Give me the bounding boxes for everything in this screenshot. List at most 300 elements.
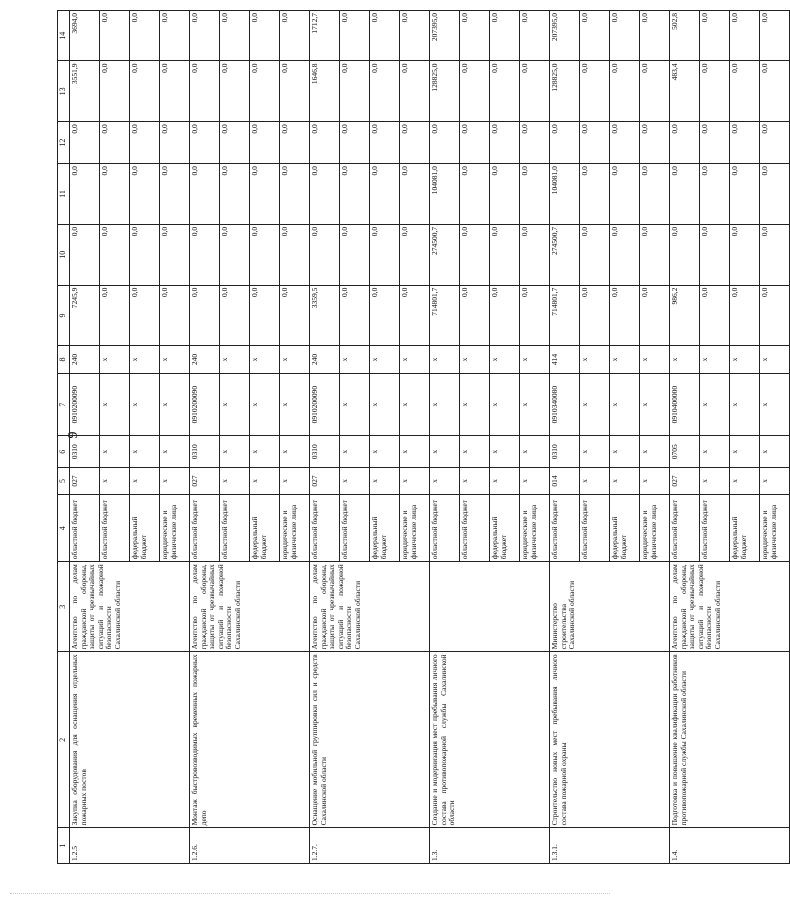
amount-cell: 0,0	[760, 61, 790, 122]
funding-source: юридические и физические лица	[400, 495, 430, 562]
funding-source: областной бюджет	[70, 495, 100, 562]
amount-cell: 0,0	[160, 61, 190, 122]
budget-code: x	[490, 373, 520, 436]
table-row	[430, 11, 460, 864]
amount-cell: 0,0	[700, 11, 730, 61]
budget-code: x	[100, 346, 130, 373]
funding-source: федеральный бюджет	[250, 495, 280, 562]
amount-cell: 207395,0	[430, 11, 460, 61]
amount-cell: 0,0	[340, 61, 370, 122]
budget-code: x	[280, 436, 310, 467]
amount-cell: 0,0	[250, 11, 280, 61]
amount-cell: 0,0	[70, 122, 100, 164]
column-number: 13	[58, 61, 70, 122]
amount-cell: 0,0	[250, 164, 280, 225]
amount-cell: 0,0	[580, 224, 610, 285]
funding-source: федеральный бюджет	[370, 495, 400, 562]
amount-cell: 0,0	[370, 224, 400, 285]
amount-cell: 0,0	[190, 61, 220, 122]
funding-source: областной бюджет	[220, 495, 250, 562]
amount-cell: 0,0	[760, 164, 790, 225]
amount-cell: 0,0	[70, 164, 100, 225]
amount-cell: 0,0	[700, 285, 730, 346]
amount-cell: 0,0	[130, 164, 160, 225]
amount-cell: 0,0	[250, 285, 280, 346]
budget-code: x	[220, 467, 250, 494]
row-executor: Агентство по делам гражданской обороны, защиты от чрезвычайных ситуаций и пожарной безопасности Сахалинской области	[670, 562, 790, 652]
budget-code: x	[340, 373, 370, 436]
amount-cell: 0,0	[490, 224, 520, 285]
row-number: 1.3.	[430, 828, 550, 864]
budget-code: x	[130, 436, 160, 467]
budget-code: x	[730, 436, 760, 467]
amount-cell: 0,0	[190, 122, 220, 164]
budget-code: x	[280, 467, 310, 494]
amount-cell: 207395,0	[550, 11, 580, 61]
amount-cell: 0,0	[190, 285, 220, 346]
budget-code: x	[640, 436, 670, 467]
amount-cell: 104081,0	[430, 164, 460, 225]
budget-code: x	[400, 436, 430, 467]
amount-cell: 0,0	[340, 164, 370, 225]
amount-cell: 0,0	[760, 285, 790, 346]
budget-code: x	[460, 436, 490, 467]
column-number: 9	[58, 285, 70, 346]
amount-cell: 0,0	[700, 61, 730, 122]
row-title: Строительство новых мест пребывания личного состава пожарной охраны	[550, 652, 670, 828]
amount-cell: 0,0	[370, 285, 400, 346]
funding-source: областной бюджет	[100, 495, 130, 562]
budget-code: x	[640, 373, 670, 436]
budget-code: 0910340080	[550, 373, 580, 436]
budget-code: x	[610, 436, 640, 467]
amount-cell: 0,0	[280, 11, 310, 61]
amount-cell: 7245,9	[70, 285, 100, 346]
budget-code: 027	[670, 467, 700, 494]
budget-code: x	[250, 373, 280, 436]
budget-code: 0910200090	[190, 373, 220, 436]
amount-cell: 0,0	[550, 122, 580, 164]
column-number: 6	[58, 436, 70, 467]
funding-source: юридические и физические лица	[760, 495, 790, 562]
column-number-row	[58, 11, 70, 864]
budget-code: x	[160, 373, 190, 436]
amount-cell: 0,0	[610, 122, 640, 164]
budget-code: x	[580, 373, 610, 436]
budget-code: x	[280, 346, 310, 373]
budget-code: x	[220, 346, 250, 373]
budget-code: x	[700, 436, 730, 467]
budget-code: x	[430, 467, 460, 494]
budget-code: x	[400, 373, 430, 436]
budget-code: x	[280, 373, 310, 436]
amount-cell: 0,0	[190, 164, 220, 225]
amount-cell: 0,0	[610, 11, 640, 61]
budget-code: x	[100, 467, 130, 494]
amount-cell: 0,0	[370, 11, 400, 61]
row-executor: Агентство по делам гражданской обороны, защиты от чрезвычайных ситуаций и пожарной безопасности Сахалинской области	[310, 562, 430, 652]
budget-code: x	[460, 346, 490, 373]
amount-cell: 1646,8	[310, 61, 340, 122]
table-row	[190, 11, 220, 864]
page-number: 9	[66, 431, 81, 439]
budget-code: x	[490, 346, 520, 373]
amount-cell: 0,0	[700, 122, 730, 164]
amount-cell: 0,0	[100, 122, 130, 164]
budget-code: x	[520, 346, 550, 373]
budget-code: x	[760, 467, 790, 494]
budget-code: 0310	[550, 436, 580, 467]
amount-cell: 0,0	[640, 11, 670, 61]
budget-code: x	[520, 436, 550, 467]
amount-cell: 0,0	[100, 61, 130, 122]
amount-cell: 0,0	[160, 224, 190, 285]
budget-code: 0310	[190, 436, 220, 467]
budget-code: x	[130, 373, 160, 436]
row-number: 1.4.	[670, 828, 790, 864]
amount-cell: 3551,9	[70, 61, 100, 122]
budget-code: x	[610, 373, 640, 436]
amount-cell: 0,0	[370, 61, 400, 122]
amount-cell: 0,0	[280, 285, 310, 346]
amount-cell: 0,0	[670, 224, 700, 285]
column-number: 10	[58, 224, 70, 285]
budget-code: x	[430, 436, 460, 467]
amount-cell: 0,0	[100, 11, 130, 61]
amount-cell: 274500,7	[430, 224, 460, 285]
amount-cell: 0,0	[160, 285, 190, 346]
funding-source: областной бюджет	[550, 495, 580, 562]
amount-cell: 0,0	[520, 122, 550, 164]
budget-code: x	[400, 467, 430, 494]
budget-code: 240	[190, 346, 220, 373]
amount-cell: 0,0	[250, 61, 280, 122]
budget-code: x	[130, 467, 160, 494]
budget-code: x	[340, 436, 370, 467]
budget-code: x	[610, 467, 640, 494]
budget-code: x	[340, 467, 370, 494]
amount-cell: 0,0	[460, 122, 490, 164]
budget-code: x	[370, 467, 400, 494]
page-edge-rule	[10, 893, 610, 894]
funding-source: юридические и физические лица	[160, 495, 190, 562]
amount-cell: 0,0	[520, 224, 550, 285]
column-number: 7	[58, 373, 70, 436]
row-title: Подготовка и повышение квалификации работников противопожарной службы Сахалинской области	[670, 652, 790, 828]
budget-code: x	[760, 346, 790, 373]
row-executor: Агентство по делам гражданской обороны, защиты от чрезвычайных ситуаций и пожарной безопасности Сахалинской области	[70, 562, 190, 652]
amount-cell: 0,0	[220, 122, 250, 164]
amount-cell: 986,2	[670, 285, 700, 346]
amount-cell: 0,0	[730, 61, 760, 122]
table-row	[550, 11, 580, 864]
amount-cell: 0,0	[370, 122, 400, 164]
budget-code: x	[430, 373, 460, 436]
amount-cell: 0,0	[490, 11, 520, 61]
budget-code: x	[430, 346, 460, 373]
row-executor	[430, 562, 550, 652]
table-row	[670, 11, 700, 864]
budget-code: x	[670, 346, 700, 373]
budget-code: x	[370, 436, 400, 467]
row-number: 1.2.6.	[190, 828, 310, 864]
budget-code: 240	[70, 346, 100, 373]
funding-source: областной бюджет	[430, 495, 460, 562]
amount-cell: 0,0	[310, 122, 340, 164]
amount-cell: 0,0	[130, 11, 160, 61]
budget-code: 0310	[310, 436, 340, 467]
funding-source: областной бюджет	[460, 495, 490, 562]
amount-cell: 0,0	[460, 164, 490, 225]
budget-code: x	[520, 467, 550, 494]
amount-cell: 0,0	[730, 224, 760, 285]
amount-cell: 128825,0	[430, 61, 460, 122]
column-number: 1	[58, 828, 70, 864]
amount-cell: 0,0	[640, 285, 670, 346]
budget-code: 0910400000	[670, 373, 700, 436]
amount-cell: 0,0	[730, 11, 760, 61]
amount-cell: 0,0	[190, 224, 220, 285]
amount-cell: 0,0	[520, 285, 550, 346]
amount-cell: 0,0	[310, 224, 340, 285]
column-number: 3	[58, 562, 70, 652]
amount-cell: 0,0	[400, 285, 430, 346]
amount-cell: 0,0	[220, 224, 250, 285]
amount-cell: 0,0	[460, 11, 490, 61]
budget-code: x	[700, 467, 730, 494]
budget-code: x	[490, 436, 520, 467]
amount-cell: 0,0	[730, 122, 760, 164]
amount-cell: 0,0	[310, 164, 340, 225]
budget-code: x	[730, 346, 760, 373]
amount-cell: 0,0	[220, 61, 250, 122]
amount-cell: 714801,7	[430, 285, 460, 346]
amount-cell: 0,0	[610, 224, 640, 285]
amount-cell: 0,0	[490, 164, 520, 225]
budget-code: x	[220, 373, 250, 436]
amount-cell: 0,0	[640, 224, 670, 285]
column-number: 2	[58, 652, 70, 828]
budget-code: 0910200090	[70, 373, 100, 436]
funding-source: областной бюджет	[700, 495, 730, 562]
amount-cell: 0,0	[520, 61, 550, 122]
budget-code: 0310	[70, 436, 100, 467]
amount-cell: 0,0	[400, 61, 430, 122]
amount-cell: 0,0	[460, 224, 490, 285]
funding-source: областной бюджет	[340, 495, 370, 562]
amount-cell: 0,0	[460, 285, 490, 346]
budget-code: 014	[550, 467, 580, 494]
amount-cell: 0,0	[490, 61, 520, 122]
budget-code: x	[160, 467, 190, 494]
amount-cell: 0,0	[250, 224, 280, 285]
amount-cell: 0,0	[430, 122, 460, 164]
amount-cell: 0,0	[670, 164, 700, 225]
row-title: Закупка оборудования для оснащения отдельных пожарных постов	[70, 652, 190, 828]
amount-cell: 0,0	[100, 164, 130, 225]
amount-cell: 0,0	[130, 61, 160, 122]
funding-source: юридические и физические лица	[280, 495, 310, 562]
budget-code: 0910200090	[310, 373, 340, 436]
budget-code: x	[160, 436, 190, 467]
budget-code: x	[730, 467, 760, 494]
amount-cell: 0,0	[760, 11, 790, 61]
amount-cell: 0,0	[580, 164, 610, 225]
table-body	[70, 11, 790, 864]
budget-code: x	[100, 373, 130, 436]
amount-cell: 0,0	[130, 122, 160, 164]
amount-cell: 0,0	[220, 11, 250, 61]
funding-source: областной бюджет	[670, 495, 700, 562]
row-title: Создание и модернизация мест пребывания личного состава противопожарной службы Сахалинской области	[430, 652, 550, 828]
budget-code: x	[580, 436, 610, 467]
budget-code: x	[490, 467, 520, 494]
amount-cell: 0,0	[280, 122, 310, 164]
funding-source: областной бюджет	[190, 495, 220, 562]
funding-source: федеральный бюджет	[730, 495, 760, 562]
amount-cell: 0,0	[400, 164, 430, 225]
amount-cell: 104081,0	[550, 164, 580, 225]
amount-cell: 0,0	[670, 122, 700, 164]
amount-cell: 0,0	[610, 285, 640, 346]
budget-code: x	[640, 346, 670, 373]
amount-cell: 0,0	[400, 122, 430, 164]
budget-code: x	[610, 346, 640, 373]
amount-cell: 0,0	[730, 285, 760, 346]
table-row	[70, 11, 100, 864]
budget-code: x	[640, 467, 670, 494]
amount-cell: 0,0	[100, 285, 130, 346]
amount-cell: 502,8	[670, 11, 700, 61]
budget-code: x	[730, 373, 760, 436]
budget-code: x	[460, 467, 490, 494]
budget-code: x	[580, 346, 610, 373]
funding-source: областной бюджет	[580, 495, 610, 562]
amount-cell: 0,0	[640, 164, 670, 225]
budget-code: 240	[310, 346, 340, 373]
column-number: 14	[58, 11, 70, 61]
amount-cell: 0,0	[130, 224, 160, 285]
row-number: 1.2.5	[70, 828, 190, 864]
amount-cell: 0,0	[340, 285, 370, 346]
amount-cell: 3359,5	[310, 285, 340, 346]
amount-cell: 0,0	[520, 11, 550, 61]
budget-code: x	[100, 436, 130, 467]
amount-cell: 0,0	[640, 61, 670, 122]
funding-source: областной бюджет	[310, 495, 340, 562]
amount-cell: 0,0	[520, 164, 550, 225]
rotated-budget-table	[57, 10, 778, 864]
amount-cell: 0,0	[760, 122, 790, 164]
row-executor: Агентство по делам гражданской обороны, защиты от чрезвычайных ситуаций и пожарной безопасности Сахалинской области	[190, 562, 310, 652]
row-title: Монтаж быстровозводимых временных пожарных депо	[190, 652, 310, 828]
amount-cell: 0,0	[280, 164, 310, 225]
row-number: 1.3.1.	[550, 828, 670, 864]
amount-cell: 0,0	[340, 122, 370, 164]
budget-code: x	[700, 373, 730, 436]
row-title: Оснащение мобильной группировки сил и средств Сахалинской области	[310, 652, 430, 828]
amount-cell: 3694,0	[70, 11, 100, 61]
column-number: 4	[58, 495, 70, 562]
budget-code: x	[220, 436, 250, 467]
amount-cell: 0,0	[160, 11, 190, 61]
budget-code: 027	[310, 467, 340, 494]
amount-cell: 483,4	[670, 61, 700, 122]
amount-cell: 0,0	[760, 224, 790, 285]
budget-code: x	[160, 346, 190, 373]
amount-cell: 0,0	[400, 11, 430, 61]
amount-cell: 0,0	[370, 164, 400, 225]
amount-cell: 0,0	[340, 224, 370, 285]
amount-cell: 0,0	[130, 285, 160, 346]
amount-cell: 0,0	[190, 11, 220, 61]
amount-cell: 0,0	[160, 122, 190, 164]
budget-code: x	[250, 346, 280, 373]
amount-cell: 0,0	[640, 122, 670, 164]
amount-cell: 0,0	[580, 61, 610, 122]
budget-code: x	[250, 467, 280, 494]
column-number: 11	[58, 164, 70, 225]
budget-code: 027	[190, 467, 220, 494]
amount-cell: 0,0	[220, 164, 250, 225]
amount-cell: 128825,0	[550, 61, 580, 122]
amount-cell: 0,0	[700, 164, 730, 225]
funding-source: федеральный бюджет	[490, 495, 520, 562]
amount-cell: 0,0	[70, 224, 100, 285]
amount-cell: 0,0	[340, 11, 370, 61]
column-number: 5	[58, 467, 70, 494]
budget-code: x	[370, 373, 400, 436]
row-executor: Министерство строительства Сахалинской области	[550, 562, 670, 652]
column-number: 12	[58, 122, 70, 164]
funding-source: юридические и физические лица	[640, 495, 670, 562]
amount-cell: 0,0	[700, 224, 730, 285]
budget-code: x	[760, 436, 790, 467]
budget-code: x	[370, 346, 400, 373]
budget-code: x	[130, 346, 160, 373]
budget-code: x	[250, 436, 280, 467]
amount-cell: 0,0	[100, 224, 130, 285]
amount-cell: 0,0	[580, 11, 610, 61]
amount-cell: 0,0	[580, 122, 610, 164]
amount-cell: 0,0	[730, 164, 760, 225]
amount-cell: 0,0	[280, 224, 310, 285]
budget-code: x	[460, 373, 490, 436]
funding-source: федеральный бюджет	[610, 495, 640, 562]
column-number: 8	[58, 346, 70, 373]
budget-code: 027	[70, 467, 100, 494]
amount-cell: 0,0	[490, 122, 520, 164]
budget-code: x	[400, 346, 430, 373]
amount-cell: 0,0	[460, 61, 490, 122]
budget-table	[57, 10, 790, 864]
amount-cell: 0,0	[220, 285, 250, 346]
amount-cell: 0,0	[160, 164, 190, 225]
amount-cell: 0,0	[400, 224, 430, 285]
amount-cell: 274500,7	[550, 224, 580, 285]
amount-cell: 0,0	[580, 285, 610, 346]
amount-cell: 0,0	[250, 122, 280, 164]
budget-code: x	[580, 467, 610, 494]
row-number: 1.2.7.	[310, 828, 430, 864]
budget-code: x	[520, 373, 550, 436]
budget-code: x	[340, 346, 370, 373]
funding-source: федеральный бюджет	[130, 495, 160, 562]
funding-source: юридические и физические лица	[520, 495, 550, 562]
table-row	[310, 11, 340, 864]
amount-cell: 714801,7	[550, 285, 580, 346]
amount-cell: 1712,7	[310, 11, 340, 61]
